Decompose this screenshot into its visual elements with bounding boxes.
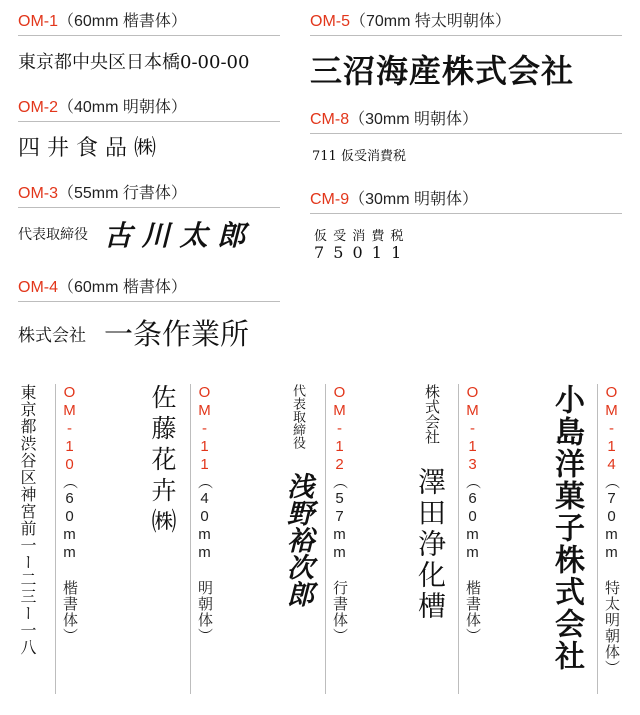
om10-spec: （60mm 楷書体） xyxy=(61,474,78,644)
om4-code: OM-4 xyxy=(18,279,58,296)
om14-spec: （70mm 特太明朝体） xyxy=(603,474,620,676)
cm9-rule xyxy=(310,213,622,214)
om2-sample: 四 井 食 品 ㈱ xyxy=(18,136,156,161)
om10-header xyxy=(61,384,77,644)
om10-rule xyxy=(55,384,56,694)
cm8-code: CM-8 xyxy=(310,111,350,128)
om4-rule xyxy=(18,301,280,302)
cm8-rule xyxy=(310,133,622,134)
om5-rule xyxy=(310,35,622,36)
om4-spec: （60mm 楷書体） xyxy=(58,279,187,296)
om14-header xyxy=(603,384,619,676)
om3-prefix: 代表取締役 xyxy=(18,227,88,243)
om1-sample: 東京都中央区日本橋0-00-00 xyxy=(18,52,250,73)
om11-spec: （40mm 明朝体） xyxy=(196,474,213,644)
om3-spec: （55mm 行書体） xyxy=(58,185,187,202)
om1-code: OM-1 xyxy=(18,13,58,30)
om4-prefix: 株式会社 xyxy=(18,326,86,346)
om1-spec: （60mm 楷書体） xyxy=(58,13,187,30)
om3-header xyxy=(18,184,187,204)
om13-spec: （60mm 楷書体） xyxy=(464,474,481,644)
om3-code: OM-3 xyxy=(18,185,58,202)
om2-rule xyxy=(18,121,280,122)
om12-rule xyxy=(325,384,326,694)
om5-code: OM-5 xyxy=(310,13,350,30)
om14-rule xyxy=(597,384,598,694)
cm9-line2: 7 5 0 1 1 xyxy=(314,243,404,262)
cm8-header xyxy=(310,110,478,130)
om12-header xyxy=(331,384,347,644)
om14-code: OM-14 xyxy=(603,384,620,474)
cm8-spec: （30mm 明朝体） xyxy=(349,111,479,128)
om10-code: OM-10 xyxy=(61,384,78,474)
om5-spec: （70mm 特太明朝体） xyxy=(350,13,511,30)
om13-header xyxy=(464,384,480,644)
om5-header xyxy=(310,12,511,32)
om2-header xyxy=(18,98,187,118)
om4-header xyxy=(18,278,187,298)
om12-code: OM-12 xyxy=(331,384,348,474)
om3-sample: 古 川 太 郎 xyxy=(104,219,246,252)
om3-rule xyxy=(18,207,280,208)
om5-sample: 三沼海産株式会社 xyxy=(310,52,575,90)
om11-rule xyxy=(190,384,191,694)
om13-rule xyxy=(458,384,459,694)
om4-sample: 一条作業所 xyxy=(104,317,250,351)
om11-header xyxy=(196,384,212,644)
cm9-line1: 仮 受 消 費 税 xyxy=(314,229,405,244)
om1-header xyxy=(18,12,187,32)
cm9-spec: （30mm 明朝体） xyxy=(349,191,479,208)
om2-code: OM-2 xyxy=(18,99,58,116)
om2-spec: （40mm 明朝体） xyxy=(58,99,187,116)
om11-sample: 佐藤花卉㈱ xyxy=(148,384,177,539)
om10-sample: 東京都渋谷区神宮前一ー二三ー一八 xyxy=(18,384,37,656)
cm9-code: CM-9 xyxy=(310,191,350,208)
om14-sample: 小島洋菓子株式会社 xyxy=(549,384,584,672)
cm9-header xyxy=(310,190,478,210)
om12-sample: 浅野裕次郎 xyxy=(282,472,313,607)
om13-sample: 澤田浄化槽 xyxy=(414,467,447,622)
om12-prefix: 代表取締役 xyxy=(290,384,305,449)
cm8-sample: 711 仮受消費税 xyxy=(312,149,406,164)
om1-rule xyxy=(18,35,280,36)
om12-spec: （57mm 行書体） xyxy=(331,474,348,644)
om13-code: OM-13 xyxy=(464,384,481,474)
om13-prefix: 株式会社 xyxy=(423,384,441,444)
om11-code: OM-11 xyxy=(196,384,213,474)
